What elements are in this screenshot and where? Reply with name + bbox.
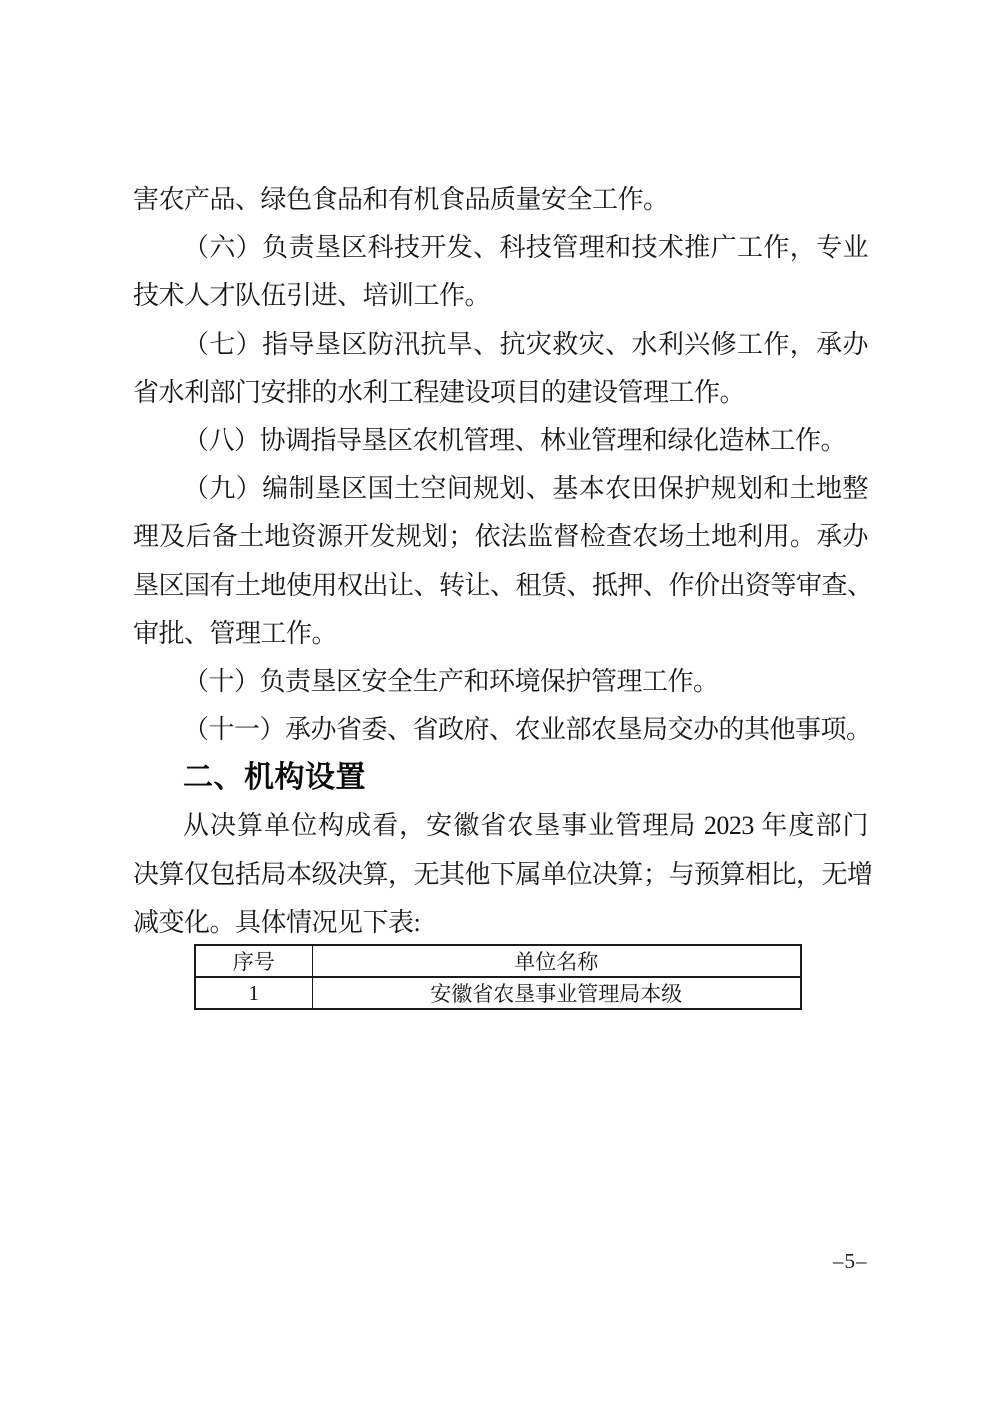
text-line: （十）负责垦区安全生产和环境保护管理工作。 <box>183 666 719 696</box>
org-structure-table <box>194 944 802 1010</box>
text-line: （八）协调指导垦区农机管理、林业管理和绿化造林工作。 <box>183 425 847 455</box>
page-number: –5– <box>833 1249 868 1273</box>
text-line: 理及后备土地资源开发规划；依法监督检查农场土地利用。承办 <box>133 522 868 552</box>
table-cell: 安徽省农垦事业管理局本级 <box>312 977 801 1009</box>
table-header-cell: 序号 <box>195 945 312 977</box>
text-line: 从决算单位构成看，安徽省农垦事业管理局 2023 年度部门 <box>183 811 868 841</box>
text-line: 省水利部门安排的水利工程建设项目的建设管理工作。 <box>133 377 746 407</box>
text-line: （六）负责垦区科技开发、科技管理和技术推广工作，专业 <box>183 233 868 263</box>
text-line: 垦区国有土地使用权出让、转让、租赁、抵押、作价出资等审查、 <box>133 570 873 600</box>
table-header-cell: 单位名称 <box>312 945 801 977</box>
table-cell: 1 <box>195 977 312 1009</box>
table-header-row <box>195 945 801 977</box>
text-line: 审批、管理工作。 <box>133 618 338 648</box>
text-line: （七）指导垦区防汛抗旱、抗灾救灾、水利兴修工作，承办 <box>183 329 868 359</box>
text-line: 技术人才队伍引进、培训工作。 <box>133 281 491 311</box>
table-row <box>195 977 801 1009</box>
text-line: （九）编制垦区国土空间规划、基本农田保护规划和土地整 <box>183 474 868 504</box>
section-heading: 二、机构设置 <box>183 761 366 795</box>
text-line: （十一）承办省委、省政府、农业部农垦局交办的其他事项。 <box>183 715 872 745</box>
text-line: 减变化。具体情况见下表: <box>133 907 421 937</box>
document-body <box>133 176 873 947</box>
text-line: 决算仅包括局本级决算，无其他下属单位决算；与预算相比，无增 <box>133 859 873 889</box>
text-line: 害农产品、绿色食品和有机食品质量安全工作。 <box>133 185 669 214</box>
